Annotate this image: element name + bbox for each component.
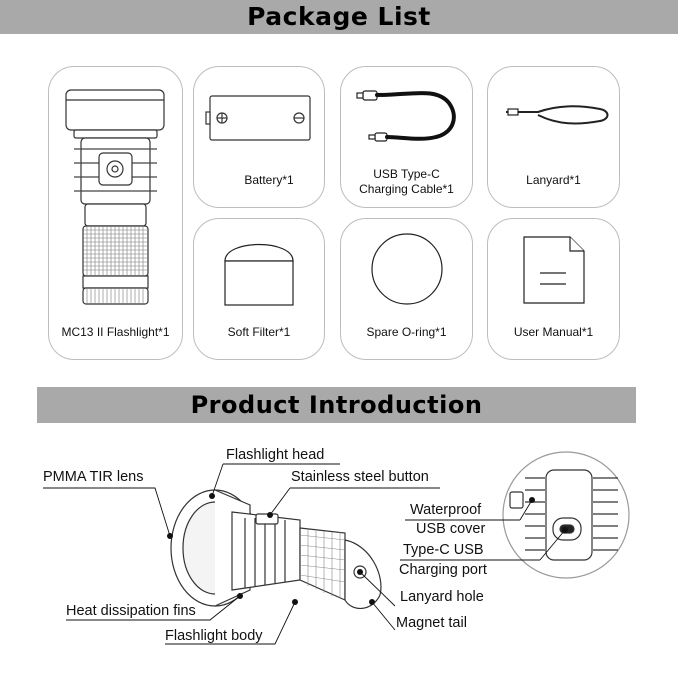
label-type-c-usb: Type-C USB bbox=[403, 542, 484, 558]
user-manual-label: User Manual*1 bbox=[513, 325, 594, 339]
usb-cable-label-line1: USB Type-C bbox=[373, 167, 440, 181]
flashlight-label: MC13 II Flashlight*1 bbox=[61, 325, 170, 339]
soft-filter-label: Soft Filter*1 bbox=[227, 325, 291, 339]
battery-label: Battery*1 bbox=[244, 173, 294, 187]
label-stainless-steel-button: Stainless steel button bbox=[291, 469, 429, 485]
label-flashlight-head: Flashlight head bbox=[226, 447, 325, 463]
label-charging-port: Charging port bbox=[399, 562, 487, 578]
label-pmma-tir-lens: PMMA TIR lens bbox=[43, 469, 144, 485]
usb-cable-label-line2: Charging Cable*1 bbox=[359, 182, 454, 196]
label-flashlight-body: Flashlight body bbox=[165, 628, 263, 644]
label-lanyard-hole: Lanyard hole bbox=[400, 589, 484, 605]
label-heat-dissipation-fins: Heat dissipation fins bbox=[66, 603, 196, 619]
label-waterproof: Waterproof bbox=[410, 502, 482, 518]
package-list-title: Package List bbox=[0, 0, 678, 34]
label-magnet-tail: Magnet tail bbox=[396, 615, 467, 631]
label-usb-cover: USB cover bbox=[416, 521, 486, 537]
lanyard-label: Lanyard*1 bbox=[526, 173, 581, 187]
product-introduction-title: Product Introduction bbox=[37, 387, 636, 423]
o-ring-label: Spare O-ring*1 bbox=[366, 325, 447, 339]
